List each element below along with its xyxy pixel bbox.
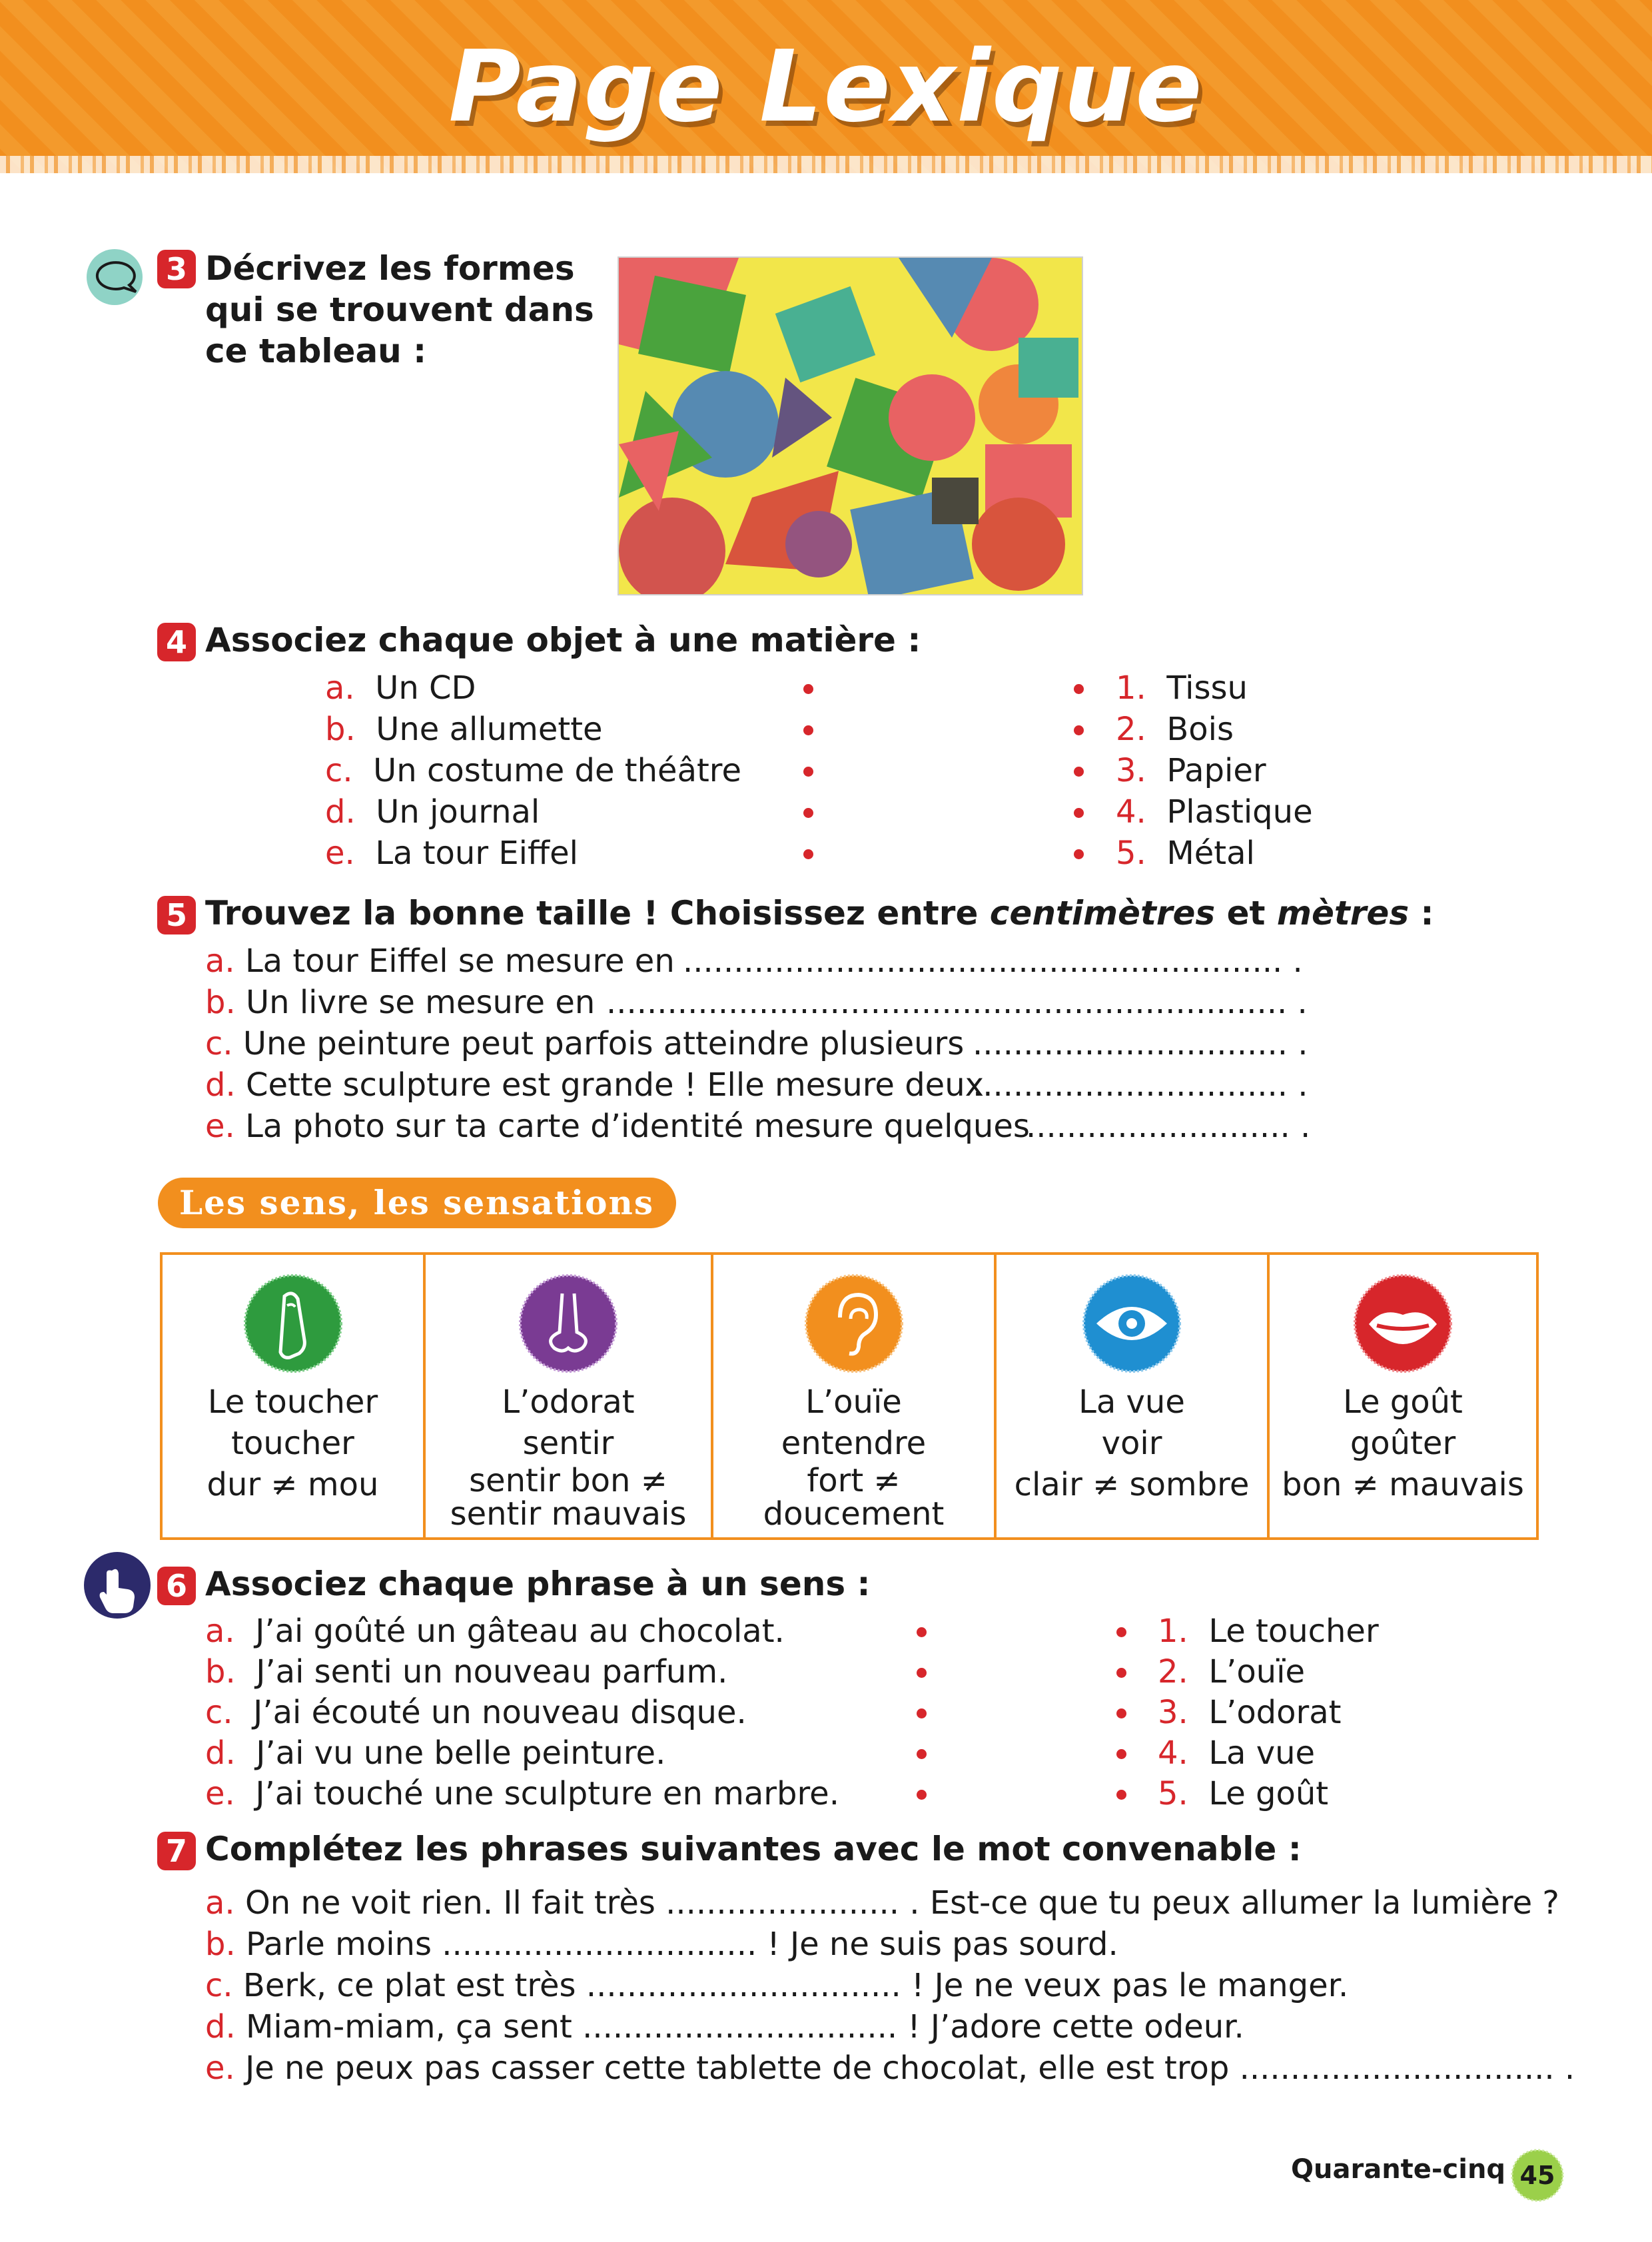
list-item: 1. Tissu [1116,669,1248,707]
list-item: 5. Le goût [1158,1775,1329,1812]
list-item: e. Je ne peux pas casser cette tablette de chocolat, elle est trop ............................... . [205,2050,1575,2087]
page-number: 45 [1519,2161,1555,2190]
list-item: 2. L’ouïe [1158,1653,1305,1690]
list-item: b. Parle moins ............................... ! Je ne suis pas sourd. [205,1926,1118,1963]
finger-icon [243,1274,343,1373]
speech-bubble-icon [84,248,151,308]
match-dot[interactable] [1074,808,1084,818]
list-item: c. Un costume de théâtre [325,752,742,789]
ear-icon [804,1274,904,1373]
list-item: c. J’ai écouté un nouveau disque. [205,1694,747,1731]
sense-label: L’ouïe [805,1383,902,1421]
list-item: d. Un journal [325,793,540,831]
answer-blank[interactable]: ........................................................... . [683,942,1303,980]
mouth-icon [1353,1274,1453,1373]
match-dot[interactable] [1116,1790,1126,1800]
match-dot[interactable] [803,725,813,735]
match-dot[interactable] [917,1790,927,1800]
question-number-7: 7 [157,1832,196,1870]
sense-label: La vue [1078,1383,1185,1421]
answer-blank[interactable]: ................................................................... . [606,984,1308,1021]
q3-title-line: ce tableau : [205,332,427,370]
sense-opposites: sentir bon ≠ [469,1462,667,1499]
question-number-6: 6 [157,1567,196,1605]
page-number-word: Quarante-cinq [1291,2154,1506,2185]
list-item: 1. Le toucher [1158,1613,1379,1650]
list-item: e. La tour Eiffel [325,835,578,872]
sense-label: Le toucher [207,1383,378,1421]
sense-opposites: dur ≠ mou [206,1466,379,1503]
sense-opposites: sentir mauvais [450,1495,687,1533]
q3-title-line: qui se trouvent dans [205,290,594,329]
match-dot[interactable] [1116,1627,1126,1637]
sense-column-taste [1270,1255,1536,1537]
match-dot[interactable] [917,1708,927,1718]
match-dot[interactable] [803,684,813,694]
list-item: b. Un livre se mesure en [205,984,596,1021]
sense-opposites: bon ≠ mauvais [1282,1466,1524,1503]
match-dot[interactable] [1074,725,1084,735]
answer-blank[interactable]: .......................... . [1026,1108,1311,1145]
list-item: a. J’ai goûté un gâteau au chocolat. [205,1613,785,1650]
list-item: a. Un CD [325,669,476,707]
section-banner: Les sens, les sensations [158,1178,676,1228]
eye-icon [1082,1274,1182,1373]
list-item: b. Une allumette [325,711,603,748]
match-dot[interactable] [1074,684,1084,694]
answer-blank[interactable]: ............................... . [973,1066,1308,1104]
page-number-badge [1511,2149,1564,2202]
list-item: 2. Bois [1116,711,1234,748]
list-item: e. La photo sur ta carte d’identité mesure quelques [205,1108,1030,1145]
question-number-4: 4 [157,623,196,661]
q3-title [205,248,594,372]
list-item: a. La tour Eiffel se mesure en [205,942,675,980]
list-item: a. On ne voit rien. Il fait très ....................... . Est-ce que tu peux allumer la lumière ? [205,1884,1559,1922]
sense-column-sight [997,1255,1270,1537]
q7-title: Complétez les phrases suivantes avec le mot convenable : [205,1830,1302,1868]
q3-title-line: Décrivez les formes [205,249,575,288]
sense-label: Le goût [1343,1383,1463,1421]
q4-title: Associez chaque objet à une matière : [205,621,921,659]
senses-table [160,1252,1539,1540]
match-dot[interactable] [803,808,813,818]
sense-verb: toucher [231,1425,354,1462]
answer-blank[interactable]: ............................... . [973,1025,1308,1062]
hand-pointer-icon [83,1551,152,1620]
list-item: e. J’ai touché une sculpture en marbre. [205,1775,839,1812]
list-item: b. J’ai senti un nouveau parfum. [205,1653,728,1690]
sense-label: L’odorat [502,1383,635,1421]
list-item: 4. La vue [1158,1734,1316,1772]
match-dot[interactable] [1116,1749,1126,1759]
sense-opposites: clair ≠ sombre [1014,1466,1250,1503]
match-dot[interactable] [1116,1708,1126,1718]
list-item: d. Miam-miam, ça sent ............................... ! J’adore cette odeur. [205,2008,1244,2046]
page-header [0,0,1652,173]
sense-column-hearing [713,1255,997,1537]
match-dot[interactable] [803,767,813,777]
list-item: 5. Métal [1116,835,1255,872]
sense-opposites: doucement [763,1495,945,1533]
match-dot[interactable] [803,849,813,859]
q5-title: Trouvez la bonne taille ! Choisissez entre centimètres et mètres : [205,894,1434,933]
sense-verb: entendre [781,1425,927,1462]
sense-opposites: fort ≠ [807,1462,901,1499]
sense-column-smell [426,1255,713,1537]
list-item: d. J’ai vu une belle peinture. [205,1734,666,1772]
match-dot[interactable] [917,1668,927,1678]
match-dot[interactable] [1074,767,1084,777]
match-dot[interactable] [1074,849,1084,859]
match-dot[interactable] [917,1627,927,1637]
list-item: 3. Papier [1116,752,1266,789]
question-number-5: 5 [157,896,196,934]
sense-verb: voir [1101,1425,1162,1462]
sense-verb: goûter [1350,1425,1456,1462]
match-dot[interactable] [917,1749,927,1759]
list-item: d. Cette sculpture est grande ! Elle mesure deux [205,1066,985,1104]
list-item: 4. Plastique [1116,793,1313,831]
q6-title: Associez chaque phrase à un sens : [205,1565,871,1603]
list-item: 3. L’odorat [1158,1694,1342,1731]
sense-column-touch [163,1255,426,1537]
question-number-3: 3 [157,250,196,288]
page-title: Page Lexique [448,29,1204,144]
list-item: c. Une peinture peut parfois atteindre plusieurs [205,1025,965,1062]
match-dot[interactable] [1116,1668,1126,1678]
list-item: c. Berk, ce plat est très ............................... ! Je ne veux pas le manger. [205,1967,1349,2004]
nose-icon [518,1274,618,1373]
sense-verb: sentir [522,1425,614,1462]
abstract-painting-image [618,256,1083,595]
